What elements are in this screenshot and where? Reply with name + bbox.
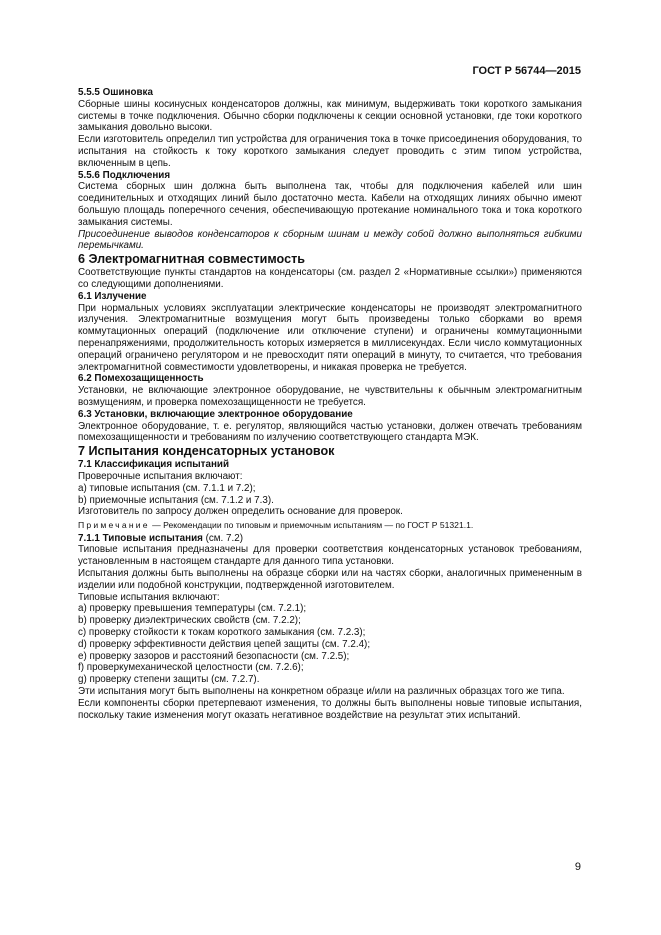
section-7-1-title: 7.1 Классификация испытаний xyxy=(78,459,230,471)
list-item: d) проверку эффективности действия цепей защиты (см. 7.2.4); xyxy=(78,638,371,650)
paragraph: Если компоненты сборки претерпевают изменения, то должны быть выполнены новые типовые испытания, поскольку такие изменения могут оказать негативное воздействие на результат этих испытаний. xyxy=(78,697,582,721)
list-item: f) проверкумеханической целостности (см. 7.2.6); xyxy=(78,662,304,674)
document-header: ГОСТ Р 56744—2015 xyxy=(472,65,581,77)
section-6-title: 6 Электромагнитная совместимость xyxy=(78,252,305,267)
list-item: a) проверку превышения температуры (см. 7.2.1); xyxy=(78,603,307,615)
paragraph: Изготовитель по запросу должен определить основание для проверок. xyxy=(78,506,403,518)
paragraph: Электронное оборудование, т. е. регулятор, являющийся частью установки, должен отвечать требованиям помехозащищенности и требованиям по излучению соответствующего стандарта МЭК. xyxy=(78,420,582,444)
note-label: Примечание xyxy=(78,520,150,531)
page-number: 9 xyxy=(574,861,581,873)
section-7-1-1-title-ref: (см. 7.2) xyxy=(202,532,243,544)
paragraph: Типовые испытания включают: xyxy=(78,591,220,603)
paragraph: Если изготовитель определил тип устройства для ограничения тока в точке присоединения оборудования, то испытания на стойкость к току короткого замыкания следует проводить с этим типом устройства, включенным в цепь. xyxy=(78,134,582,169)
list-item: c) проверку стойкости к токам короткого замыкания (см. 7.2.3); xyxy=(78,626,366,638)
note-text: — Рекомендации по типовым и приемочным испытаниям — по ГОСТ Р 51321.1. xyxy=(149,520,474,531)
list-item: b) проверку диэлектрических свойств (см. 7.2.2); xyxy=(78,615,301,627)
section-7-1-1-title xyxy=(78,533,582,545)
paragraph: Типовые испытания предназначены для проверки соответствия конденсаторных установок требованиям, установленным в настоящем стандарте для данного типа установки. xyxy=(78,544,582,568)
paragraph: При нормальных условиях эксплуатации электрические конденсаторы не производят электромагнитного излучения. Электромагнитные возмущения могут быть произведены только сборками во время коммутационных операций (подключение или отключение ступени) и ограничены коммутационными перенапряжениями, продолжительность которых измеряется в миллисекундах. Если число коммутационных операций ограничено регулятором и не превосходит пяти операций в минуту, то считается, что требования электромагнитной совместимости удовлетворены, и никакая проверка не требуется. xyxy=(78,302,582,373)
paragraph: Сборные шины косинусных конденсаторов должны, как минимум, выдерживать токи короткого замыкания системы в точке подключения. Обычно сборки подключены к секции основной установки, где токи короткого замыкания довольно высоки. xyxy=(78,98,582,134)
note xyxy=(78,520,582,532)
page-content xyxy=(78,87,582,721)
section-6-1-title: 6.1 Излучение xyxy=(78,290,147,302)
paragraph: Система сборных шин должна быть выполнена так, чтобы для подключения кабелей или шин соединительных и отходящих линий было достаточно места. Кабели на отходящих линиях обычно имеют большую площадь поперечного сечения, обеспечивающую протекание номинального тока и тока короткого замыкания системы. xyxy=(78,181,582,228)
paragraph: Соответствующие пункты стандартов на конденсаторы (см. раздел 2 «Нормативные ссылки») применяются со следующими дополнениями. xyxy=(78,267,582,290)
italic-paragraph: Присоединение выводов конденсаторов к сборным шинам и между собой должно выполняться гибкими перемычками. xyxy=(78,228,582,252)
paragraph: Установки, не включающие электронное оборудование, не чувствительны к обычным электромагнитным возмущениям, и проверка помехозащищенности не требуется. xyxy=(78,385,582,408)
section-6-2-title: 6.2 Помехозащищенность xyxy=(78,373,204,385)
list-item: a) типовые испытания (см. 7.1.1 и 7.2); xyxy=(78,482,256,494)
paragraph: Испытания должны быть выполнены на образце сборки или на частях сборки, аналогичных примененным в изделии или подобной конструкции, подтвержденной изготовителем. xyxy=(78,567,582,591)
list-item: g) проверку степени защиты (см. 7.2.7). xyxy=(78,674,260,686)
paragraph: Эти испытания могут быть выполнены на конкретном образце и/или на различных образцах того же типа. xyxy=(78,685,565,697)
section-7-1-1-title-text: 7.1.1 Типовые испытания xyxy=(78,532,203,544)
section-5-5-5-title: 5.5.5 Ошиновка xyxy=(78,87,153,98)
list-item: e) проверку зазоров и расстояний безопасности (см. 7.2.5); xyxy=(78,650,350,662)
list-item: b) приемочные испытания (см. 7.1.2 и 7.3). xyxy=(78,494,274,506)
section-6-3-title: 6.3 Установки, включающие электронное оборудование xyxy=(78,408,353,420)
section-5-5-6-title: 5.5.6 Подключения xyxy=(78,169,171,181)
paragraph: Проверочные испытания включают: xyxy=(78,470,243,482)
section-7-title: 7 Испытания конденсаторных установок xyxy=(78,444,335,459)
